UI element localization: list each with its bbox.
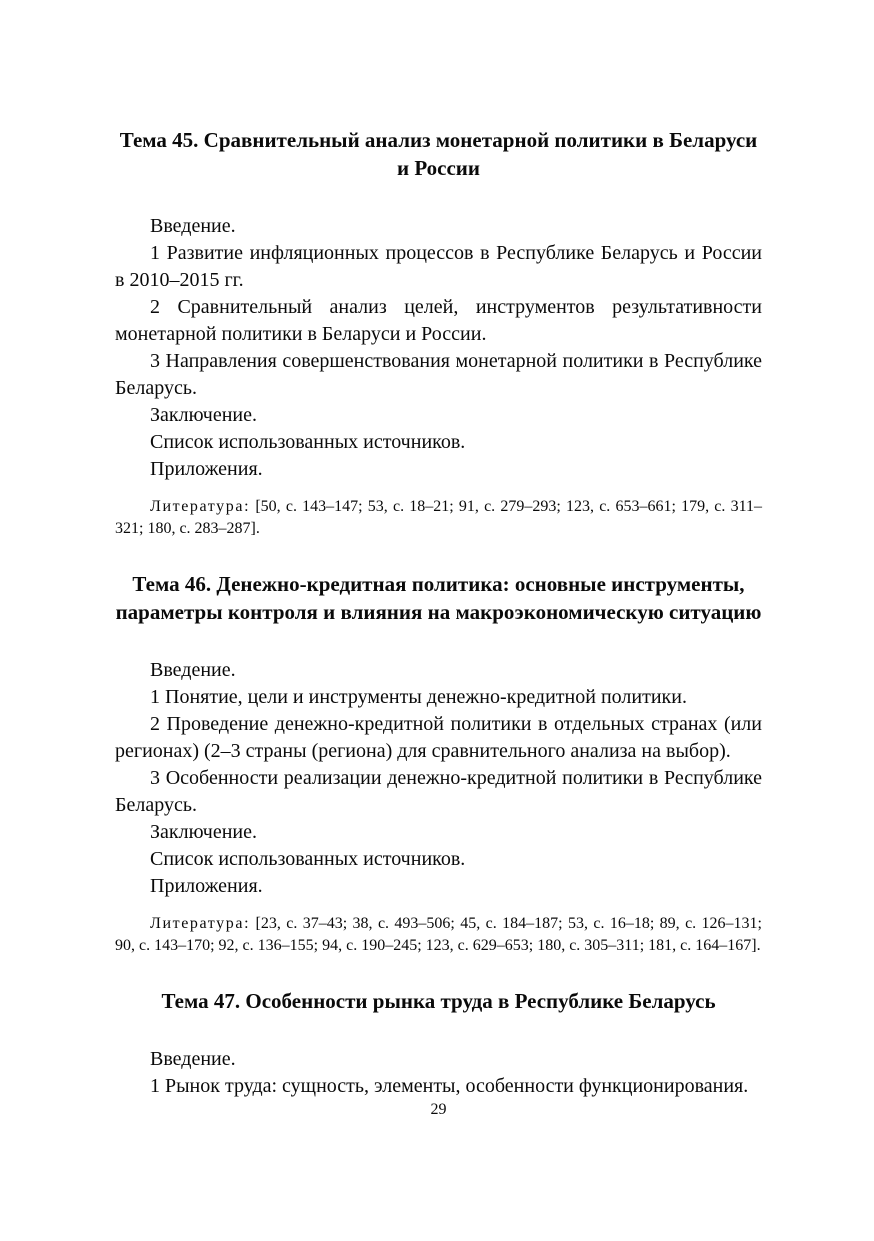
outline-item: 2 Проведение денежно-кредитной политики в отдельных странах (или регионах) (2–3 страны (региона) для сравнительного анализа на выбор). [115,713,762,762]
outline-item: 2 Сравнительный анализ целей, инструментов результативности монетарной политики в Беларуси и России. [115,296,762,345]
section-outline [115,1046,762,1100]
literature-reference [115,496,762,540]
outline-item: Список использованных источников. [150,431,466,453]
literature-label: Литература: [150,498,251,515]
section-title: Тема 46. Денежно-кредитная политика: основные инструменты, параметры контроля и влияния на макроэкономическую ситуацию [115,572,762,624]
literature-citations: [50, с. 143–147; 53, с. 18–21; 91, с. 279–293; 123, с. 653–661; 179, с. 311–321; 180, с. 283–287]. [115,498,763,537]
section-outline [115,657,762,900]
outline-item: Введение. [150,659,236,681]
section-title: Тема 47. Особенности рынка труда в Республике Беларусь [161,989,716,1013]
page-number: 29 [430,1101,447,1118]
outline-item: Заключение. [150,404,257,426]
literature-label: Литература: [150,915,251,932]
outline-item: 1 Понятие, цели и инструменты денежно-кредитной политики. [150,686,687,708]
section-tema-45 [115,126,762,540]
outline-item: Приложения. [150,458,263,480]
outline-item: Введение. [150,1048,236,1070]
outline-item: 1 Развитие инфляционных процессов в Республике Беларусь и России в 2010–2015 гг. [115,242,762,291]
outline-item: 3 Особенности реализации денежно-кредитной политики в Республике Беларусь. [115,767,762,816]
outline-item: Введение. [150,215,236,237]
section-tema-47 [115,987,762,1100]
section-tema-46 [115,570,762,957]
outline-item: Заключение. [150,821,257,843]
section-title: Тема 45. Сравнительный анализ монетарной политики в Беларуси и России [119,128,758,180]
outline-item: Приложения. [150,875,263,897]
outline-item: Список использованных источников. [150,848,466,870]
outline-item: 1 Рынок труда: сущность, элементы, особенности функционирования. [150,1075,749,1097]
literature-reference [115,913,762,957]
literature-citations: [23, с. 37–43; 38, с. 493–506; 45, с. 184–187; 53, с. 16–18; 89, с. 126–131; 90, с. 143–170; 92, с. 136–155; 94, с. 190–245; 123, с. 629–653; 180, с. 305–311; 181, с. 164–167]. [115,915,763,954]
outline-item: 3 Направления совершенствования монетарной политики в Республике Беларусь. [115,350,762,399]
section-outline [115,213,762,483]
